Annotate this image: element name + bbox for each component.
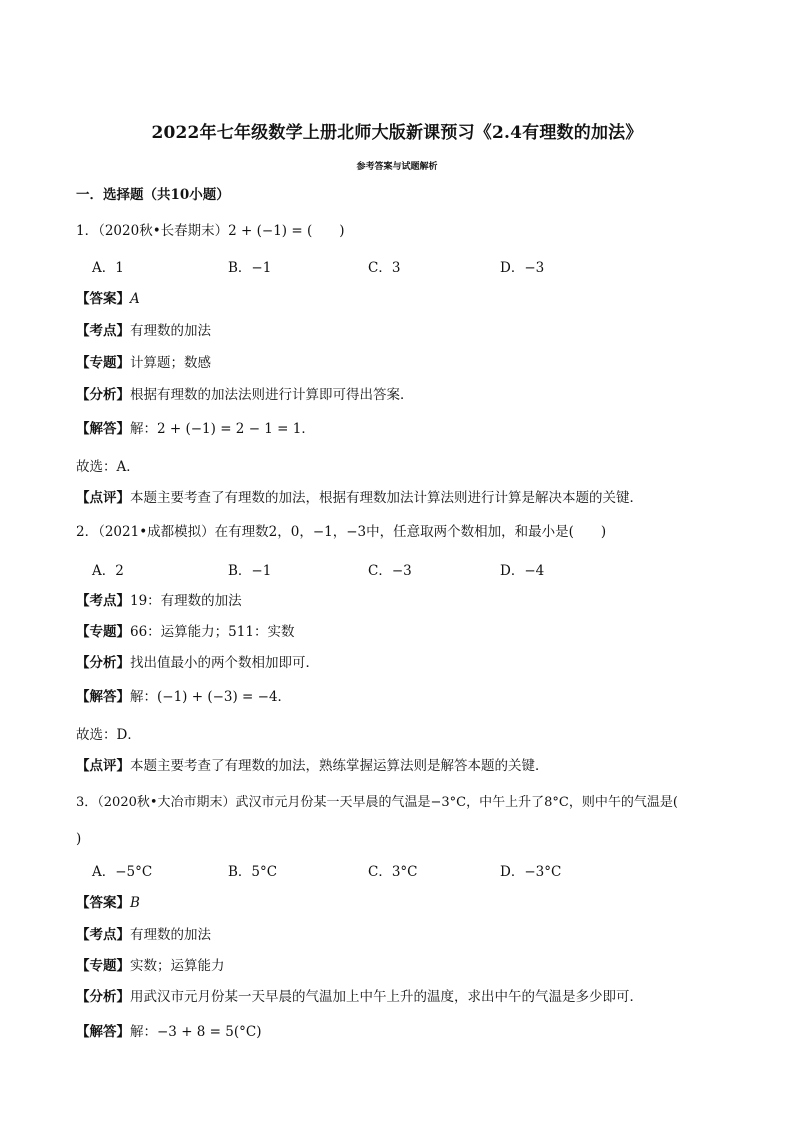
q1-choice: 故选：A． (76, 459, 140, 475)
q2-topic-row (76, 623, 294, 641)
point-tag: 【考点】 (76, 927, 130, 943)
q2-topic: 66：运算能力；511：实数 (130, 624, 295, 640)
q3-point: 有理数的加法 (130, 927, 211, 943)
q1-solution-row (76, 420, 315, 438)
q2-choice: 故选：D． (76, 727, 141, 743)
q1-analysis-row (76, 386, 414, 404)
q1-option-b: B．−1 (228, 260, 272, 276)
page-subtitle: 参考答案与试题解析 (356, 162, 438, 172)
q1-option-d: D．−3 (500, 260, 545, 276)
topic-tag: 【专题】 (76, 624, 130, 640)
q1-solution: 解：2 + (−1) = 2 − 1 = 1． (130, 421, 315, 437)
q2-option-d: D．−4 (500, 563, 545, 579)
q2-comment: 本题主要考查了有理数的加法，熟练掌握运算法则是解答本题的关键． (130, 758, 549, 774)
q1-analysis: 根据有理数的加法法则进行计算即可得出答案． (130, 387, 414, 403)
q3-solution: 解：−3 + 8 = 5(°C) (130, 1024, 262, 1040)
q1-answer-row (76, 290, 140, 308)
q2-point-row (76, 592, 242, 610)
section-heading: 一．选择题（共10小题） (76, 187, 230, 203)
question-2-stem: 2．（2021•成都模拟）在有理数2，0，−1，−3中，任意取两个数相加，和最小是( ) (76, 524, 607, 540)
q1-topic-row (76, 354, 211, 372)
q1-option-a: A．1 (92, 260, 124, 276)
q1-comment: 本题主要考查了有理数的加法，根据有理数加法计算法则进行计算是解决本题的关键． (130, 490, 643, 506)
q1-point: 有理数的加法 (130, 323, 211, 339)
q3-answer: B (130, 895, 140, 911)
q3-option-b: B．5°C (228, 864, 278, 880)
q3-point-row (76, 926, 211, 944)
comment-tag: 【点评】 (76, 490, 130, 506)
q2-solution-row (76, 688, 291, 706)
point-tag: 【考点】 (76, 323, 130, 339)
q2-solution: 解：(−1) + (−3) = −4． (130, 689, 292, 705)
q3-option-c: C．3°C (368, 864, 418, 880)
topic-tag: 【专题】 (76, 958, 130, 974)
q2-option-c: C．−3 (368, 563, 412, 579)
q2-analysis-row (76, 654, 319, 672)
q1-answer: A (130, 291, 140, 307)
q3-topic-row (76, 957, 225, 975)
page-title: 2022年七年级数学上册北师大版新课预习《2.4有理数的加法》 (151, 123, 643, 143)
question-1-stem: 1．（2020秋•长春期末）2 + (−1) = ( ) (76, 223, 345, 239)
analysis-tag: 【分析】 (76, 387, 130, 403)
q3-analysis-row (76, 988, 643, 1006)
answer-tag: 【答案】 (76, 291, 130, 307)
q1-comment-row (76, 489, 643, 507)
q3-analysis: 用武汉市元月份某一天早晨的气温加上中午上升的温度，求出中午的气温是多少即可． (130, 989, 643, 1005)
q3-option-a: A．−5°C (92, 864, 153, 880)
q1-topic: 计算题；数感 (130, 355, 211, 371)
q2-option-a: A．2 (92, 563, 124, 579)
q1-option-c: C．3 (368, 260, 401, 276)
question-3-stem: 3．（2020秋•大冶市期末）武汉市元月份某一天早晨的气温是−3°C，中午上升了8°C，则中午的气温是( (76, 795, 678, 810)
solution-tag: 【解答】 (76, 1024, 130, 1040)
q2-point: 19：有理数的加法 (130, 593, 242, 609)
q3-answer-row (76, 894, 140, 912)
q2-comment-row (76, 757, 549, 775)
question-3-stem-cont: ) (76, 831, 82, 847)
point-tag: 【考点】 (76, 593, 130, 609)
q2-analysis: 找出值最小的两个数相加即可． (130, 655, 319, 671)
solution-tag: 【解答】 (76, 689, 130, 705)
q3-solution-row (76, 1023, 261, 1041)
topic-tag: 【专题】 (76, 355, 130, 371)
q1-point-row (76, 322, 211, 340)
answer-tag: 【答案】 (76, 895, 130, 911)
q2-option-b: B．−1 (228, 563, 272, 579)
comment-tag: 【点评】 (76, 758, 130, 774)
q3-option-d: D．−3°C (500, 864, 562, 880)
q3-topic: 实数；运算能力 (130, 958, 225, 974)
analysis-tag: 【分析】 (76, 655, 130, 671)
analysis-tag: 【分析】 (76, 989, 130, 1005)
solution-tag: 【解答】 (76, 421, 130, 437)
